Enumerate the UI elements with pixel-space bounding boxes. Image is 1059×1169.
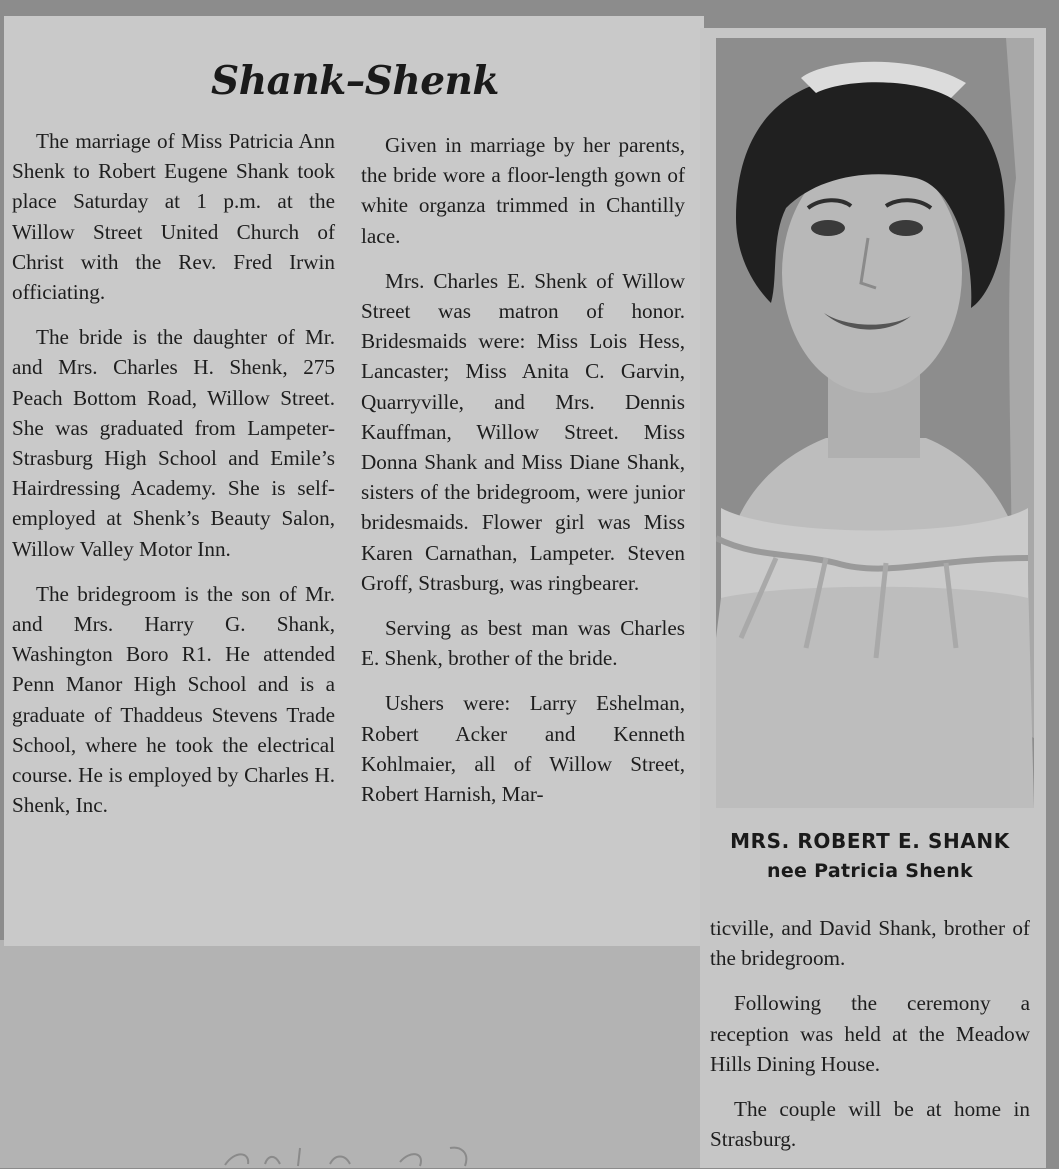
article-column-3	[710, 913, 1030, 1169]
caption-name: MRS. ROBERT E. SHANK	[730, 829, 1010, 853]
photo-caption	[704, 826, 1036, 886]
article-column-2	[361, 130, 685, 824]
caption-maiden-name: nee Patricia Shenk	[767, 860, 973, 882]
paragraph: The bridegroom is the son of Mr. and Mrs. Harry G. Shank, Washington Boro R1. He attended Penn Manor High School and is a graduate of Thaddeus Stevens Trade School, where he took the electrical course. He is employed by Charles H. Shenk, Inc.	[12, 581, 335, 818]
backing-paper	[0, 940, 700, 1168]
paragraph: ticville, and David Shank, brother of the bridegroom.	[710, 916, 1030, 971]
paragraph: The bride is the daughter of Mr. and Mrs. Charles H. Shenk, 275 Peach Bottom Road, Willow Street. She was graduated from Lampeter-Strasburg High School and Emile’s Hairdressing Academy. She is self-employed at Shenk’s Beauty Salon, Willow Valley Motor Inn.	[12, 325, 335, 561]
pencil-mark	[220, 1140, 520, 1168]
headline: Shank–Shenk	[211, 58, 499, 104]
paragraph: Mrs. Charles E. Shenk of Willow Street was matron of honor. Bridesmaids were: Miss Lois Hess, Lancaster; Miss Anita C. Garvin, Quarryville, and Mrs. Dennis Kauffman, Willow Street. Miss Donna Shank and Miss Diane Shank, sisters of the bridegroom, were junior bridesmaids. Flower girl was Miss Karen Carnathan, Lampeter. Steven Groff, Strasburg, was ringbearer.	[361, 268, 685, 595]
paragraph: The couple will be at home in Strasburg.	[710, 1097, 1030, 1152]
paragraph: Serving as best man was Charles E. Shenk, brother of the bride.	[361, 616, 685, 671]
article-column-1	[12, 126, 335, 835]
bride-photo	[716, 38, 1034, 808]
paragraph: Ushers were: Larry Eshelman, Robert Acker and Kenneth Kohlmaier, all of Willow Street, Robert Harnish, Mar-	[361, 691, 685, 807]
paragraph: Given in marriage by her parents, the bride wore a floor-length gown of white organza trimmed in Chantilly lace.	[361, 133, 685, 248]
paragraph: Following the ceremony a reception was held at the Meadow Hills Dining House.	[710, 991, 1030, 1076]
paragraph: The marriage of Miss Patricia Ann Shenk to Robert Eugene Shank took place Saturday at 1 p.m. at the Willow Street United Church of Christ with the Rev. Fred Irwin officiating.	[12, 129, 335, 305]
